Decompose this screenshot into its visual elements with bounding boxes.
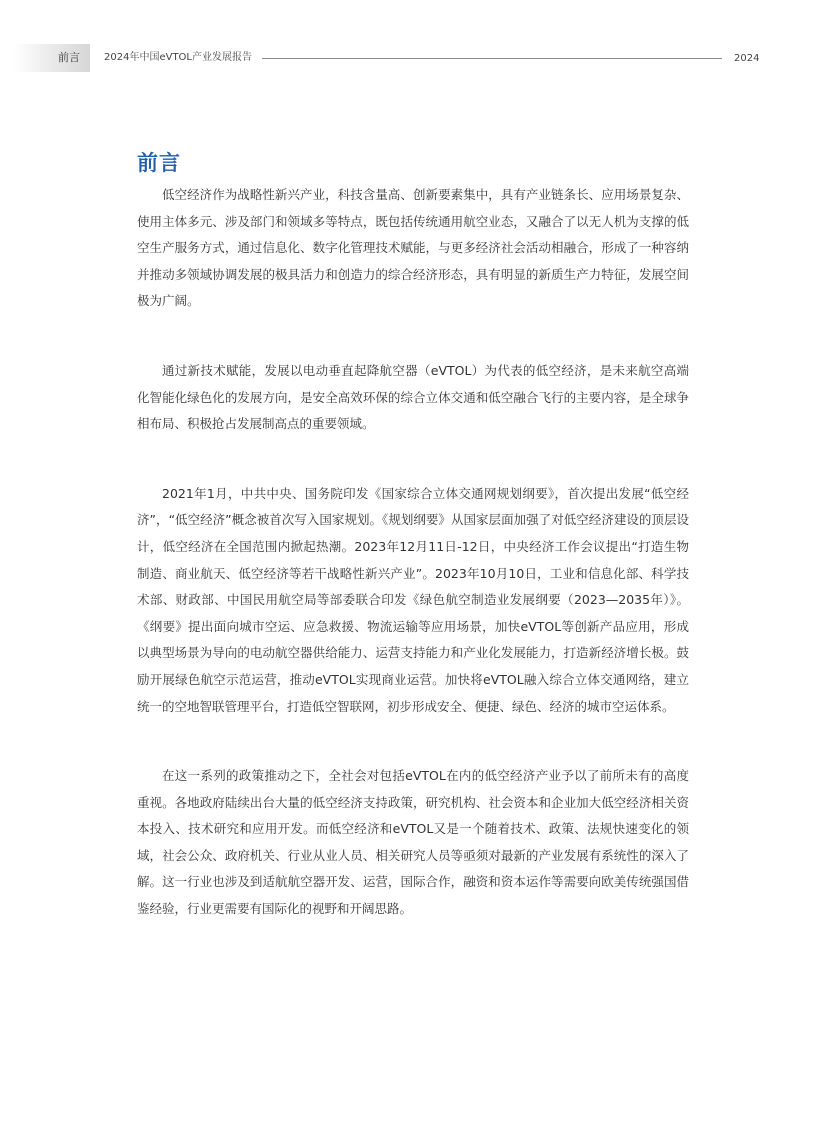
paragraph: 低空经济作为战略性新兴产业，科技含量高、创新要素集中，具有产业链条长、应用场景复杂、使用主体多元、涉及部门和领域多等特点，既包括传统通用航空业态，又融合了以无人机为支撑的低空生产服务方式，通过信息化、数字化管理技术赋能，与更多经济社会活动相融合，形成了一种容纳并推动多领域协调发展的极具活力和创造力的综合经济形态，具有明显的新质生产力特征，发展空间极为广阔。 <box>137 187 689 309</box>
paragraph: 通过新技术赋能，发展以电动垂直起降航空器（eVTOL）为代表的低空经济，是未来航空高端化智能化绿色化的发展方向，是安全高效环保的综合立体交通和低空融合飞行的主要内容，是全球争相布局、积极抢占发展制高点的重要领域。 <box>137 362 689 432</box>
section-tab <box>14 44 90 72</box>
section-label: 前言 <box>58 51 80 64</box>
report-title: 2024年中国eVTOL产业发展报告 <box>104 52 252 63</box>
header-year: 2024 <box>734 53 760 64</box>
header-divider <box>262 58 722 59</box>
paragraph: 2021年1月，中共中央、国务院印发《国家综合立体交通网规划纲要》，首次提出发展“低空经济”，“低空经济”概念被首次写入国家规划。《规划纲要》从国家层面加强了对低空经济建设的顶层设计，低空经济在全国范围内掀起热潮。2023年12月11日-12日，中央经济工作会议提出“打造生物制造、商业航天、低空经济等若干战略性新兴产业”。2023年10月10日，工业和信息化部、科学技术部、财政部、中国民用航空局等部委联合印发《绿色航空制造业发展纲要（2023—2035年）》。《纲要》提出面向城市空运、应急救援、物流运输等应用场景，加快eVTOL等创新产品应用，形成以典型场景为导向的电动航空器供给能力、运营支持能力和产业化发展能力，打造新经济增长极。鼓励开展绿色航空示范运营，推动eVTOL实现商业运营。加快将eVTOL融入综合立体交通网络，建立统一的空地智联管理平台，打造低空智联网，初步形成安全、便捷、绿色、经济的城市空运体系。 <box>137 485 689 714</box>
page-title: 前言 <box>137 151 181 175</box>
page-header <box>0 44 822 72</box>
main-content <box>137 148 689 966</box>
paragraph: 在这一系列的政策推动之下，全社会对包括eVTOL在内的低空经济产业予以了前所未有的高度重视。各地政府陆续出台大量的低空经济支持政策，研究机构、社会资本和企业加大低空经济相关资本投入、技术研究和应用开发。而低空经济和eVTOL又是一个随着技术、政策、法规快速变化的领域，社会公众、政府机关、行业从业人员、相关研究人员等亟须对最新的产业发展有系统性的深入了解。这一行业也涉及到适航航空器开发、运营，国际合作，融资和资本运作等需要向欧美传统强国借鉴经验，行业更需要有国际化的视野和开阔思路。 <box>137 768 689 917</box>
